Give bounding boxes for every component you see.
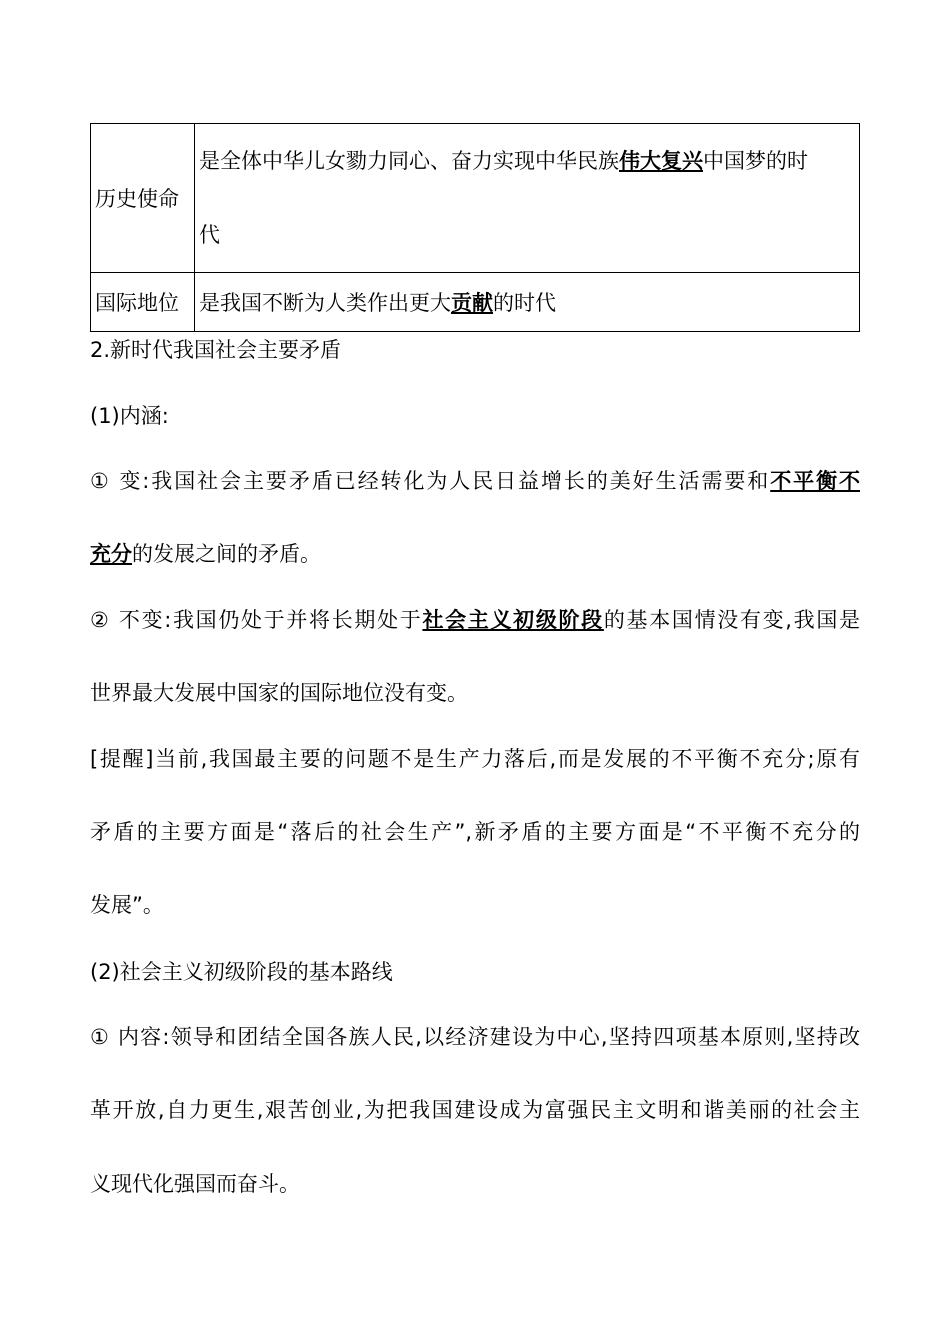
subheading-connotation: (1)内涵: bbox=[90, 404, 169, 428]
section-heading: 2.新时代我国社会主要矛盾 bbox=[90, 338, 342, 362]
tip-line1: [提醒]当前,我国最主要的问题不是生产力落后,而是发展的不平衡不充分;原有 bbox=[90, 747, 860, 771]
text-span: ① 变:我国社会主要矛盾已经转化为人民日益增长的美好生活需要和 bbox=[90, 469, 771, 493]
key-term: 贡献 bbox=[451, 291, 493, 315]
key-term: 伟大复兴 bbox=[619, 149, 703, 173]
text-span: 的发展之间的矛盾。 bbox=[132, 542, 321, 566]
era-info-table bbox=[90, 123, 860, 332]
table-row bbox=[91, 273, 860, 332]
content-line1: ① 内容:领导和团结全国各族人民,以经济建设为中心,坚持四项基本原则,坚持改 bbox=[90, 1025, 860, 1049]
key-term: 社会主义初级阶段 bbox=[422, 608, 604, 632]
text-span: 的基本国情没有变,我国是 bbox=[603, 608, 861, 632]
row-content bbox=[195, 124, 860, 273]
text-span: 的时代 bbox=[493, 291, 556, 315]
nochange-paragraph-line1 bbox=[90, 604, 860, 634]
key-term: 不平衡不 bbox=[770, 469, 861, 493]
subheading-basic-line: (2)社会主义初级阶段的基本路线 bbox=[90, 960, 393, 984]
content-line bbox=[199, 124, 855, 198]
change-paragraph-line2 bbox=[90, 538, 860, 568]
content-line3: 义现代化强国而奋斗。 bbox=[90, 1172, 300, 1196]
text-span: 是全体中华儿女勠力同心、奋力实现中华民族 bbox=[199, 149, 619, 173]
text-span: 中国梦的时 bbox=[703, 149, 808, 173]
row-label: 国际地位 bbox=[91, 273, 195, 332]
tip-line2: 矛盾的主要方面是“落后的社会生产”,新矛盾的主要方面是“不平衡不充分的 bbox=[90, 820, 860, 844]
nochange-paragraph-line2: 世界最大发展中国家的国际地位没有变。 bbox=[90, 681, 468, 705]
text-span: ② 不变:我国仍处于并将长期处于 bbox=[90, 608, 423, 632]
change-paragraph-line1 bbox=[90, 465, 860, 495]
content-line2: 革开放,自力更生,艰苦创业,为把我国建设成为富强民主文明和谐美丽的社会主 bbox=[90, 1098, 860, 1122]
content-line: 代 bbox=[199, 223, 220, 247]
text-span: 是我国不断为人类作出更大 bbox=[199, 291, 451, 315]
table-row bbox=[91, 124, 860, 273]
tip-line3: 发展”。 bbox=[90, 893, 164, 917]
row-content bbox=[195, 273, 860, 332]
row-label: 历史使命 bbox=[91, 124, 195, 273]
key-term: 充分 bbox=[90, 542, 132, 566]
